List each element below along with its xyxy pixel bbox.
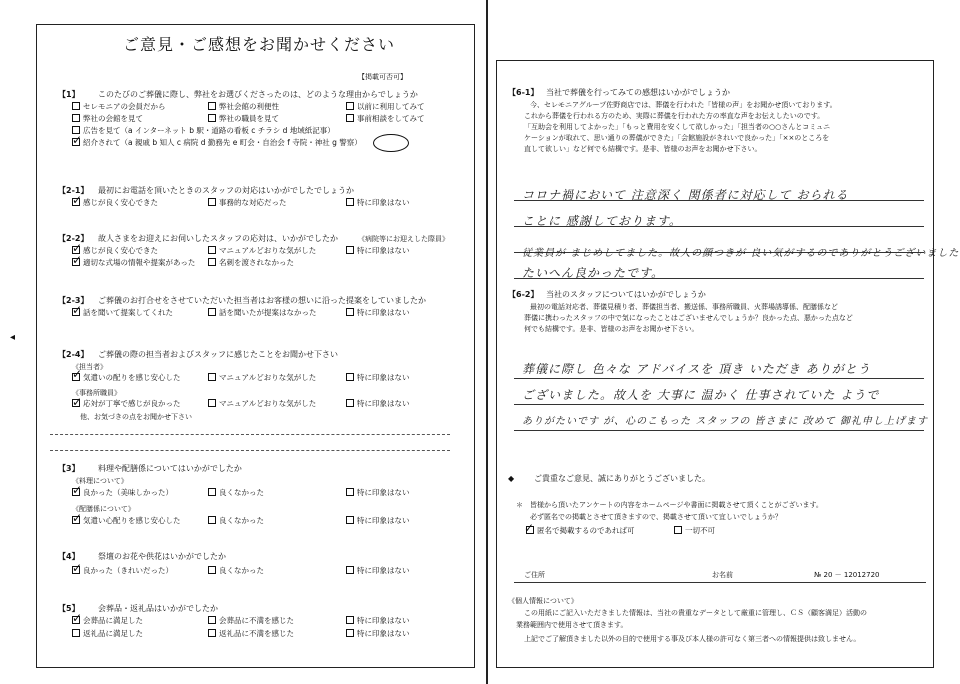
q24-sub2-options-c xyxy=(346,399,410,409)
q22-options2b xyxy=(208,258,294,268)
checkbox[interactable] xyxy=(346,629,354,637)
q4-options-b xyxy=(208,566,264,576)
publish-option-2 xyxy=(674,526,715,536)
q21-options-c xyxy=(346,198,410,208)
handwritten-answer-3: 従業員が まじめしてました。故人の顔つきが 良い気がするのでありがとうございました xyxy=(522,248,960,259)
checkbox[interactable] xyxy=(346,566,354,574)
q24-sub1-opt-3: 特に印象はない xyxy=(357,373,410,382)
q3-sub1: 《料理について》 xyxy=(72,477,128,485)
q5-row2c xyxy=(346,629,410,639)
thanks-text: ご貴重なご意見、誠にありがとうございました。 xyxy=(534,474,710,483)
privacy-text-3: 上記でご了解頂きました以外の目的で使用する事及び本人様の許可なく第三者への情報提供は致しません。 xyxy=(524,635,861,643)
q1-ad-label: 広告を見て（a インターネット b 駅・道路の看板 c チラシ d 地域紙記事） xyxy=(83,126,335,135)
checkbox[interactable] xyxy=(346,308,354,316)
publish-question-2: 必ず匿名での掲載とさせて頂きますので、掲載させて頂いて宜しいでしょうか？ xyxy=(530,513,782,521)
check-mark: ✓ xyxy=(72,395,83,409)
q5-row1-opt-2: 会葬品に不満を感じた xyxy=(219,616,294,625)
q22-number: 【2-2】 xyxy=(58,234,89,243)
q22-options2 xyxy=(72,258,195,268)
check-mark: ✓ xyxy=(72,241,83,255)
q21-question: 最初にお電話を頂いたときのスタッフの対応はいかがでしたでしょうか xyxy=(98,186,354,195)
check-mark: ✓ xyxy=(72,561,83,575)
q21-opt-1: 感じが良く安心できた xyxy=(83,198,158,207)
checkbox[interactable] xyxy=(208,258,216,266)
checkbox[interactable] xyxy=(346,102,354,110)
q22-opt-3: 特に印象はない xyxy=(357,246,410,255)
q61-question: 当社で葬儀を行ってみての感想はいかがでしょうか xyxy=(546,88,730,97)
q62-number: 【6-2】 xyxy=(508,290,539,299)
q24-sub1-opt-1: 気遣いの配りを感じ安心した xyxy=(83,373,181,382)
answer-line xyxy=(514,430,924,431)
q61-number: 【6-1】 xyxy=(508,88,539,97)
q1-intro xyxy=(72,138,362,148)
answer-line xyxy=(514,404,924,405)
q3-sub1-options-b xyxy=(208,488,264,498)
q1-intro-label: 紹介されて（a 親戚 b 知人 c 病院 d 勤務先 e 町会・自治会 f 寺院・神社 g 警察） xyxy=(83,138,362,147)
checkbox[interactable] xyxy=(208,373,216,381)
checkbox[interactable] xyxy=(208,516,216,524)
q4-opt-1: 良かった（きれいだった） xyxy=(83,566,173,575)
q24-question: ご葬儀の際の担当者およびスタッフに感じたことをお聞かせ下さい xyxy=(98,350,338,359)
q62-intro-1: 最初の電話対応者、葬儀見積り者、葬儀担当者、搬送係、事務所職員、火葬場誘導係、配膳係など xyxy=(530,303,838,311)
checkbox[interactable] xyxy=(346,373,354,381)
q5-row1 xyxy=(72,616,143,626)
checkbox[interactable] xyxy=(72,102,80,110)
handwritten-answer-2: ことに 感謝しております。 xyxy=(522,214,682,228)
q5-question: 会葬品・返礼品はいかがでしたか xyxy=(98,604,218,613)
q21-options-b xyxy=(208,198,287,208)
address-line xyxy=(514,582,926,583)
q24-sub2: 《事務所職員》 xyxy=(72,389,121,397)
publish-opt-anonymous: 匿名で掲載するのであれば可 xyxy=(537,526,635,535)
document-number: № 20 － 12012720 xyxy=(814,571,880,579)
q24-sub2-opt-2: マニュアルどおりな気がした xyxy=(219,399,317,408)
q1-number: 【1】 xyxy=(58,90,80,99)
q1-row2b xyxy=(208,114,279,124)
q23-opt-1: 話を聞いて提案してくれた xyxy=(83,308,173,317)
thanks-diamond: ◆ xyxy=(508,474,515,483)
q5-row2-opt-1: 返礼品に満足した xyxy=(83,629,143,638)
handwritten-answer-1: コロナ禍において 注意深く 関係者に対応して おられる xyxy=(522,188,849,202)
q24-sub1: 《担当者》 xyxy=(72,363,107,371)
publish-option-1 xyxy=(526,526,635,536)
checkbox[interactable] xyxy=(346,114,354,122)
privacy-text-1: この用紙にご記入いただきました情報は、当社の貴重なデータとして厳重に管理し、ＣＳ（顧客満足）活動の xyxy=(524,609,867,617)
handwritten-answer-5: 葬儀に際し 色々な アドバイスを 頂き いただき ありがとう xyxy=(522,362,871,376)
answer-line xyxy=(50,450,450,451)
privacy-title: 《個人情報について》 xyxy=(508,597,578,605)
check-mark: ✓ xyxy=(72,483,83,497)
q24-sub2-options xyxy=(72,399,181,409)
checkbox[interactable] xyxy=(674,526,682,534)
q21-opt-2: 事務的な対応だった xyxy=(219,198,287,207)
q3-sub1-opt-3: 特に印象はない xyxy=(357,488,410,497)
q24-number: 【2-4】 xyxy=(58,350,89,359)
q23-opt-3: 特に印象はない xyxy=(357,308,410,317)
q3-sub2-options-b xyxy=(208,516,264,526)
q5-row1b xyxy=(208,616,294,626)
check-mark: ✓ xyxy=(524,521,535,535)
q24-sub2-options-b xyxy=(208,399,316,409)
publish-bullet: ＊ xyxy=(516,501,523,509)
q24-sub2-opt-3: 特に印象はない xyxy=(357,399,410,408)
q61-intro-2: これから葬儀を行われる方のため、実際に葬儀を行われた方の率直な声をお伝えしたいのです。 xyxy=(524,112,825,120)
q1-opt-3: 以前に利用してみて xyxy=(357,102,425,111)
q61-intro-5: 直して欲しい」など何でも結構です。是非、皆様のお声をお聞かせ下さい。 xyxy=(524,145,762,153)
q22-options1b xyxy=(208,246,316,256)
q1-row1b xyxy=(208,102,279,112)
handwritten-answer-7: ありがたいです が、心のこもった スタッフの 皆さまに 改めて 御礼申し上げます xyxy=(522,416,928,427)
checkbox[interactable] xyxy=(208,488,216,496)
handwritten-answer-4: たいへん良かったです。 xyxy=(522,266,665,280)
q5-row1-opt-3: 特に印象はない xyxy=(357,616,410,625)
q1-opt-1: セレモニアの会員だから xyxy=(83,102,166,111)
q1-opt-4: 弊社の会館を見て xyxy=(83,114,143,123)
checkbox[interactable] xyxy=(208,198,216,206)
q4-options xyxy=(72,566,173,576)
q1-row1c xyxy=(346,102,425,112)
q4-number: 【4】 xyxy=(58,552,80,561)
checkbox[interactable] xyxy=(208,629,216,637)
q22-question: 故人さまをお迎えにお伺いしたスタッフの応対は、いかがでしたか xyxy=(98,234,338,243)
check-mark: ✓ xyxy=(72,611,83,625)
permission-label: 【掲載可否可】 xyxy=(358,73,407,81)
publish-opt-refuse: 一切不可 xyxy=(685,526,715,535)
q3-sub2-opt-2: 良くなかった xyxy=(219,516,264,525)
q24-sub1-options-b xyxy=(208,373,316,383)
q24-sub1-options xyxy=(72,373,181,383)
checkbox[interactable] xyxy=(346,198,354,206)
q22-options1c xyxy=(346,246,410,256)
q3-sub1-opt-2: 良くなかった xyxy=(219,488,264,497)
check-mark: ✓ xyxy=(72,133,83,147)
q24-sub1-options-c xyxy=(346,373,410,383)
q23-number: 【2-3】 xyxy=(58,296,89,305)
q1-row2c xyxy=(346,114,425,124)
q24-sub2-opt-1: 応対が丁寧で感じが良かった xyxy=(83,399,181,408)
q5-row2-opt-3: 特に印象はない xyxy=(357,629,410,638)
q5-row1c xyxy=(346,616,410,626)
name-label: お名前 xyxy=(712,571,733,579)
checkbox[interactable] xyxy=(208,399,216,407)
q21-number: 【2-1】 xyxy=(58,186,89,195)
q24-other: 他、お気づきの点をお聞かせ下さい xyxy=(80,413,192,421)
q21-opt-3: 特に印象はない xyxy=(357,198,410,207)
q22-note: 《病院等にお迎えした際員》 xyxy=(358,235,449,243)
q22-opt-2: マニュアルどおりな気がした xyxy=(219,246,317,255)
q1-opt-2: 弊社会館の利便性 xyxy=(219,102,279,111)
q23-question: ご葬儀のお打合せをさせていただいた担当者はお客様の想いに沿った提案をしていましたか xyxy=(98,296,426,305)
page-separator xyxy=(486,0,488,684)
q1-opt-6: 事前相談をしてみて xyxy=(357,114,425,123)
circled-answer xyxy=(373,134,409,152)
q3-sub1-options xyxy=(72,488,173,498)
q61-intro-3: 「互助会を利用してよかった」「もっと費用を安くして欲しかった」「担当者の○○さんとコミュニ xyxy=(524,123,831,131)
checkbox[interactable] xyxy=(346,246,354,254)
answer-line xyxy=(514,378,924,379)
checkbox[interactable] xyxy=(346,399,354,407)
q3-sub1-options-c xyxy=(346,488,410,498)
q3-question: 料理や配膳係についてはいかがでしたか xyxy=(98,464,242,473)
q3-sub2-options-c xyxy=(346,516,410,526)
check-mark: ✓ xyxy=(72,303,83,317)
q23-options-c xyxy=(346,308,410,318)
left-sheet xyxy=(28,10,475,670)
answer-line xyxy=(50,434,450,435)
checkbox[interactable] xyxy=(208,566,216,574)
q61-intro-4: ケーションが取れて、思い通りの葬儀ができた」「会館施設がきれいで良かった」「××のところを xyxy=(524,134,830,142)
checkbox[interactable] xyxy=(346,616,354,624)
q22-opt-4: 適切な式場の情報や提案があった xyxy=(83,258,196,267)
q1-row1 xyxy=(72,102,166,112)
q5-row2 xyxy=(72,629,143,639)
q62-question: 当社のスタッフについてはいかがでしょうか xyxy=(546,290,706,299)
q3-sub2-opt-3: 特に印象はない xyxy=(357,516,410,525)
checkbox[interactable] xyxy=(72,114,80,122)
q22-opt-5: 名刺を渡されなかった xyxy=(219,258,294,267)
checkbox[interactable] xyxy=(208,114,216,122)
q62-intro-2: 葬儀に携わったスタッフの中で気になったことはございませんでしょうか？良かった点、悪かった点など xyxy=(524,314,853,322)
q4-opt-3: 特に印象はない xyxy=(357,566,410,575)
q4-question: 祭壇のお花や供花はいかがでしたか xyxy=(98,552,226,561)
q22-options1 xyxy=(72,246,158,256)
margin-mark: ◂ xyxy=(10,332,16,343)
handwritten-answer-6: ございました。故人を 大事に 温かく 仕事されていた ようで xyxy=(522,388,880,402)
check-mark: ✓ xyxy=(72,511,83,525)
privacy-text-2: 業務範囲内で使用させて頂きます。 xyxy=(516,621,628,629)
q21-options xyxy=(72,198,158,208)
q1-ad xyxy=(72,126,335,136)
q3-sub2: 《配膳係について》 xyxy=(72,505,135,513)
checkbox[interactable] xyxy=(208,308,216,316)
q3-sub2-opt-1: 気遣い心配りを感じ安心した xyxy=(83,516,181,525)
q3-sub2-options xyxy=(72,516,181,526)
q1-row2 xyxy=(72,114,143,124)
q4-options-c xyxy=(346,566,410,576)
checkbox[interactable] xyxy=(346,516,354,524)
check-mark: ✓ xyxy=(72,253,83,267)
q23-options-b xyxy=(208,308,317,318)
q3-sub1-opt-1: 良かった（美味しかった） xyxy=(83,488,173,497)
q5-number: 【5】 xyxy=(58,604,80,613)
q22-opt-1: 感じが良く安心できた xyxy=(83,246,158,255)
q4-opt-2: 良くなかった xyxy=(219,566,264,575)
check-mark: ✓ xyxy=(72,367,83,381)
q5-row1-opt-1: 会葬品に満足した xyxy=(83,616,143,625)
q3-number: 【3】 xyxy=(58,464,80,473)
q23-options xyxy=(72,308,173,318)
check-mark: ✓ xyxy=(72,193,83,207)
q5-row2b xyxy=(208,629,294,639)
checkbox[interactable] xyxy=(346,488,354,496)
q23-opt-2: 話を聞いたが提案はなかった xyxy=(219,308,317,317)
q1-question: このたびのご葬儀に際し、弊社をお選びくださったのは、どのような理由からでしょうか xyxy=(98,90,418,99)
address-label: ご住所 xyxy=(524,571,545,579)
q5-row2-opt-2: 返礼品に不満を感じた xyxy=(219,629,294,638)
checkbox[interactable] xyxy=(208,616,216,624)
q24-sub1-opt-2: マニュアルどおりな気がした xyxy=(219,373,317,382)
right-sheet xyxy=(494,10,960,670)
checkbox[interactable] xyxy=(208,102,216,110)
checkbox[interactable] xyxy=(72,629,80,637)
publish-question: 皆様から頂いたアンケートの内容をホームページや書面に掲載させて頂くことがございます。 xyxy=(530,501,823,509)
page-title: ご意見・ご感想をお聞かせください xyxy=(123,35,396,54)
checkbox[interactable] xyxy=(208,246,216,254)
q62-intro-3: 何でも結構です。是非、皆様のお声をお聞かせ下さい。 xyxy=(524,325,699,333)
q1-opt-5: 弊社の職員を見て xyxy=(219,114,279,123)
q61-intro-1: 今、セレモニアグループ佐野商店では、葬儀を行われた「皆様の声」をお聞かせ頂いております。 xyxy=(530,101,837,109)
